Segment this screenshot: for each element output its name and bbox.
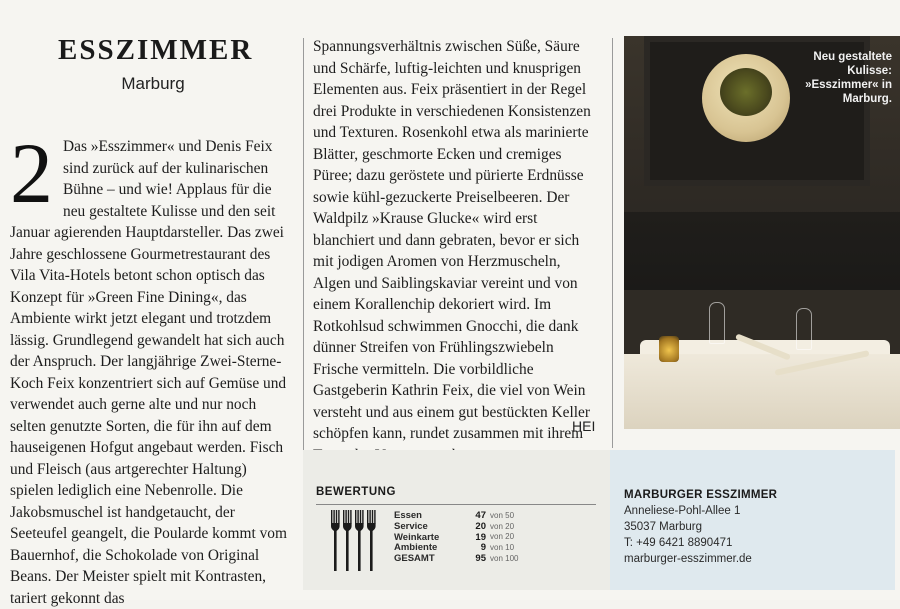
rating-rows — [394, 510, 614, 564]
address-website-link[interactable]: marburger-esszimmer.de — [624, 553, 752, 565]
author-byline: HEI — [572, 418, 596, 434]
article-text-1: Das »Esszimmer« und Denis Feix sind zurück auf der kulinarischen Bühne – und wie! Applaus für die neu gestaltete Kulisse und den seit Januar agierenden Hauptdarsteller. Das zwei Jahre geschlossene Gourmetrestaurant des Vila Vita-Hotels betont schon optisch das Konzept für »Green Fine Dining«, das Ambiente wirkt jetzt elegant und trotzdem lässig. Grundlegend gewandelt hat sich auch der Anspruch. Der langjährige Zwei-Sterne-Koch Feix konzentriert sich auf Gemüse und verwendet auch gerne alte und nur noch selten genutzte Sorten, die für ihn auf dem hauseigenen Hofgut angebaut werden. Fisch und Fleisch (aus artgerechter Haltung) spielen lediglich eine Nebenrolle. Die Jakobsmuschel ist handgetaucht, der Seeteufel geangelt, die Poularde kommt vom Bauernhof, die Schokolade von Original Beans. Der Meister spielt mit Kontrasten, tariert gekonnt das — [10, 138, 287, 607]
column-divider-2 — [612, 38, 613, 448]
article-text-2: Spannungsverhältnis zwischen Süße, Säure und Schärfe, luftig-leichten und knusprigen Elementen aus. Feix präsentiert in der Regel drei Produkte in verschiedenen Konsistenzen und Texturen. Rosenkohl etwa als marinierte Blätter, geschmorte Ecken und cremiges Püree; dazu geröstete und pürierte Erdnüsse sowie kühl-gezuckerte Preiselbeeren. Der Waldpilz »Krause Glucke« wird erst blanchiert und dann gebraten, bevor er sich mit jodigen Aromen von Herzmuscheln, Algen und Saiblingskaviar vereint und von einem Korallenchip dekoriert wird. Im Rotkohlsud schwimmen Gnocchi, die dank dünner Streifen von Frühlingszwiebeln Frische vermitteln. Die vorbildliche Gastgeberin Kathrin Feix, die viel von Wein versteht und aus einem gut bestückten Keller schöpfen kann, rundet zusammen mit ihrem — [313, 38, 591, 442]
candle-icon — [659, 336, 679, 362]
rating-row-gesamt: GESAMT 95 von 100 — [394, 553, 519, 565]
four-forks-icon — [330, 510, 378, 572]
rating-row-service: Service 20 von 20 — [394, 520, 515, 532]
address-city: 35037 Marburg — [624, 521, 702, 533]
address-phone[interactable]: T: +49 6421 8890471 — [624, 537, 733, 549]
restaurant-city: Marburg — [121, 74, 185, 93]
rating-row-weinkarte: Weinkarte 19 von 20 — [394, 531, 515, 543]
restaurant-title: ESSZIMMER — [58, 34, 254, 66]
rating-row-ambiente: Ambiente 9 von 10 — [394, 542, 515, 554]
rating-row-essen: Essen 47 von 50 — [394, 509, 515, 521]
article-column-1 — [10, 125, 288, 609]
address-name: MARBURGER ESSZIMMER — [624, 489, 778, 501]
restaurant-photo — [624, 36, 900, 429]
address-street: Anneliese-Pohl-Allee 1 — [624, 505, 741, 517]
dropcap-number: 2 — [10, 125, 53, 221]
rating-title: BEWERTUNG — [316, 486, 396, 498]
photo-caption: Neu gestaltete Kulisse: »Esszimmer« in Marburg. — [805, 51, 892, 105]
rating-box — [303, 450, 610, 590]
dining-table — [624, 354, 900, 429]
address-box — [610, 450, 895, 590]
article-column-2 — [313, 36, 598, 466]
